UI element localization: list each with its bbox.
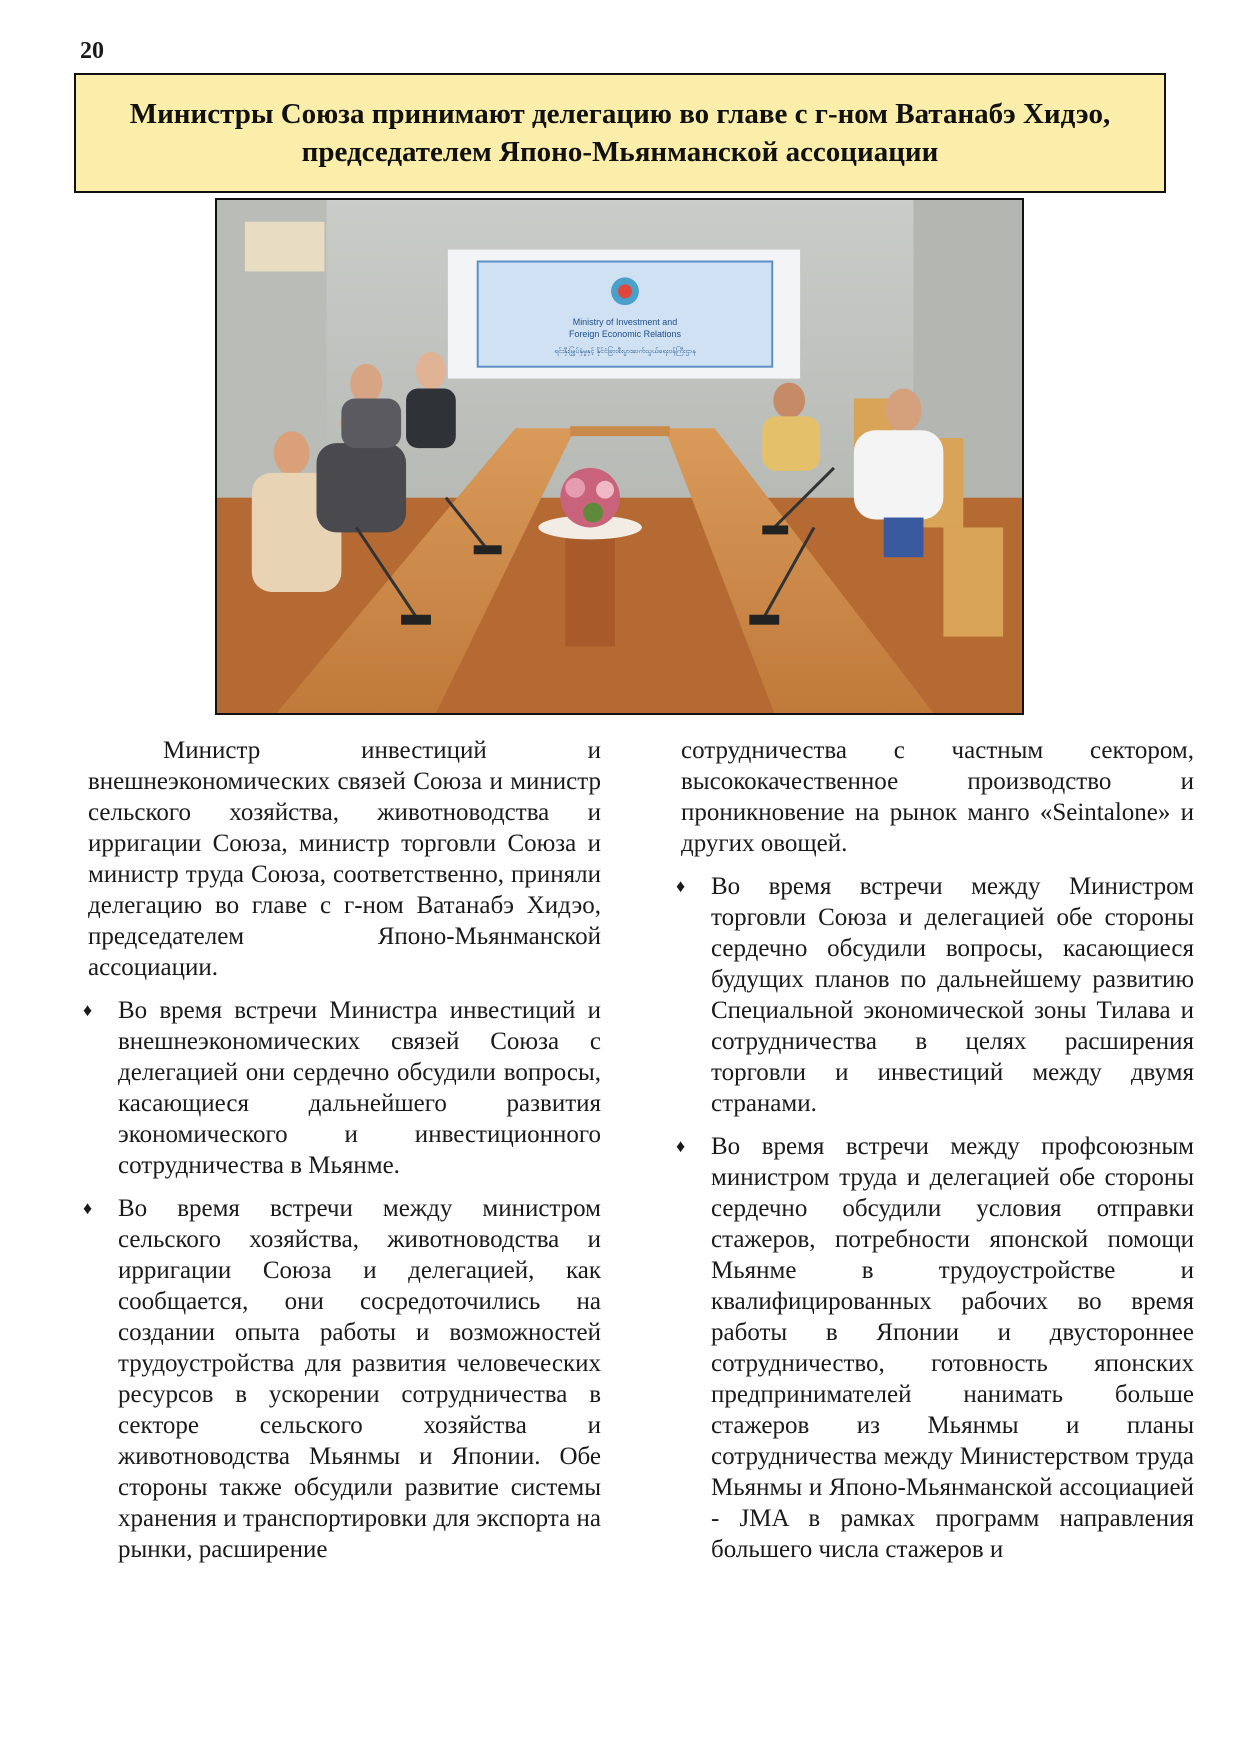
headline-box — [74, 73, 1166, 193]
bullet-text: Во время встречи между Министром торговли Союза и делегацией обе стороны сердечно обсудили вопросы, касающиеся будущих планов по дальнейшему развитию Специальной экономической зоны Тилава и сотрудничества в целях расширения торговли и инвестиций между двумя странами. — [711, 873, 1194, 1117]
diamond-bullet-icon: ♦ — [676, 1136, 686, 1156]
bullet-text: Во время встречи между министром сельского хозяйства, животноводства и ирригации Союза и делегацией, как сообщается, они сосредоточились на создании опыта работы и возможностей трудоустройства для развития человеческих ресурсов в ускорении сотрудничества в секторе сельского хозяйства и животноводства Мьянмы и Японии. Обе стороны также обсудили развитие системы хранения и транспортировки для экспорта на рынки, расширение — [118, 1195, 601, 1563]
right-column — [676, 735, 1194, 1577]
diamond-bullet-icon: ♦ — [83, 1198, 93, 1218]
end-table — [570, 426, 670, 436]
meeting-photo — [215, 198, 1024, 715]
bullet-text: Во время встречи между профсоюзным министром труда и делегацией обе стороны сердечно обсудили условия отправки стажеров, потребности японской помощи Мьянме в трудоустройстве и квалифицированных рабочих во время работы в Японии и двустороннее сотрудничество, готовность японских предпринимателей нанимать больше стажеров из Мьянмы и планы сотрудничества между Министерством труда Мьянмы и Японо-Мьянманской ассоциацией - JMA в рамках программ направления большего числа стажеров и — [711, 1133, 1194, 1563]
banner-line-1: Ministry of Investment and — [572, 317, 678, 328]
meeting-photo-illustration — [217, 200, 1022, 713]
minister-2 — [773, 383, 805, 419]
bullet-text: Во время встречи Министра инвестиций и внешнеэкономических связей Союза с делегацией они сердечно обсудили вопросы, касающиеся дальнейшего развития экономического и инвестиционного сотрудничества в Мьянме. — [118, 997, 601, 1179]
bullet-item — [83, 1193, 601, 1565]
banner-line-2: Foreign Economic Relations — [569, 328, 681, 339]
flower-stand — [565, 527, 615, 646]
article-headline: Министры Союза принимают делегацию во главе с г-ном Ватанабэ Хидэо, председателем Японо-Мьянманской ассоциации — [129, 98, 1111, 168]
bullet-item — [83, 995, 601, 1181]
delegate-4 — [416, 352, 446, 390]
diamond-bullet-icon: ♦ — [676, 876, 686, 896]
page-number: 20 — [80, 38, 104, 64]
continuation-paragraph: сотрудничества с частным сектором, высококачественное производство и проникновение на рынок манго «Seintalone» и других овощей. — [681, 737, 1194, 857]
banner-line-3: ရင်းနှီးမြှုပ်နှံမှုနှင့် နိုင်ငံခြားစီးပွားဆက်သွယ်ရေးဝန်ကြီးဌာန — [554, 346, 696, 355]
delegate-1 — [274, 431, 310, 475]
bullet-item — [676, 871, 1194, 1119]
diamond-bullet-icon: ♦ — [83, 1000, 93, 1020]
left-column — [83, 735, 601, 1577]
delegate-3 — [350, 364, 382, 404]
curtain — [245, 222, 325, 272]
minister-1 — [886, 389, 922, 433]
intro-paragraph: Министр инвестиций и внешнеэкономических связей Союза и министр сельского хозяйства, животноводства и ирригации Союза, министр торговли Союза и министр труда Союза, соответственно, приняли делегацию во главе с г-ном Ватанабэ Хидэо, председателем Японо-Мьянманской ассоциации. — [88, 737, 601, 981]
bullet-item — [676, 1131, 1194, 1565]
